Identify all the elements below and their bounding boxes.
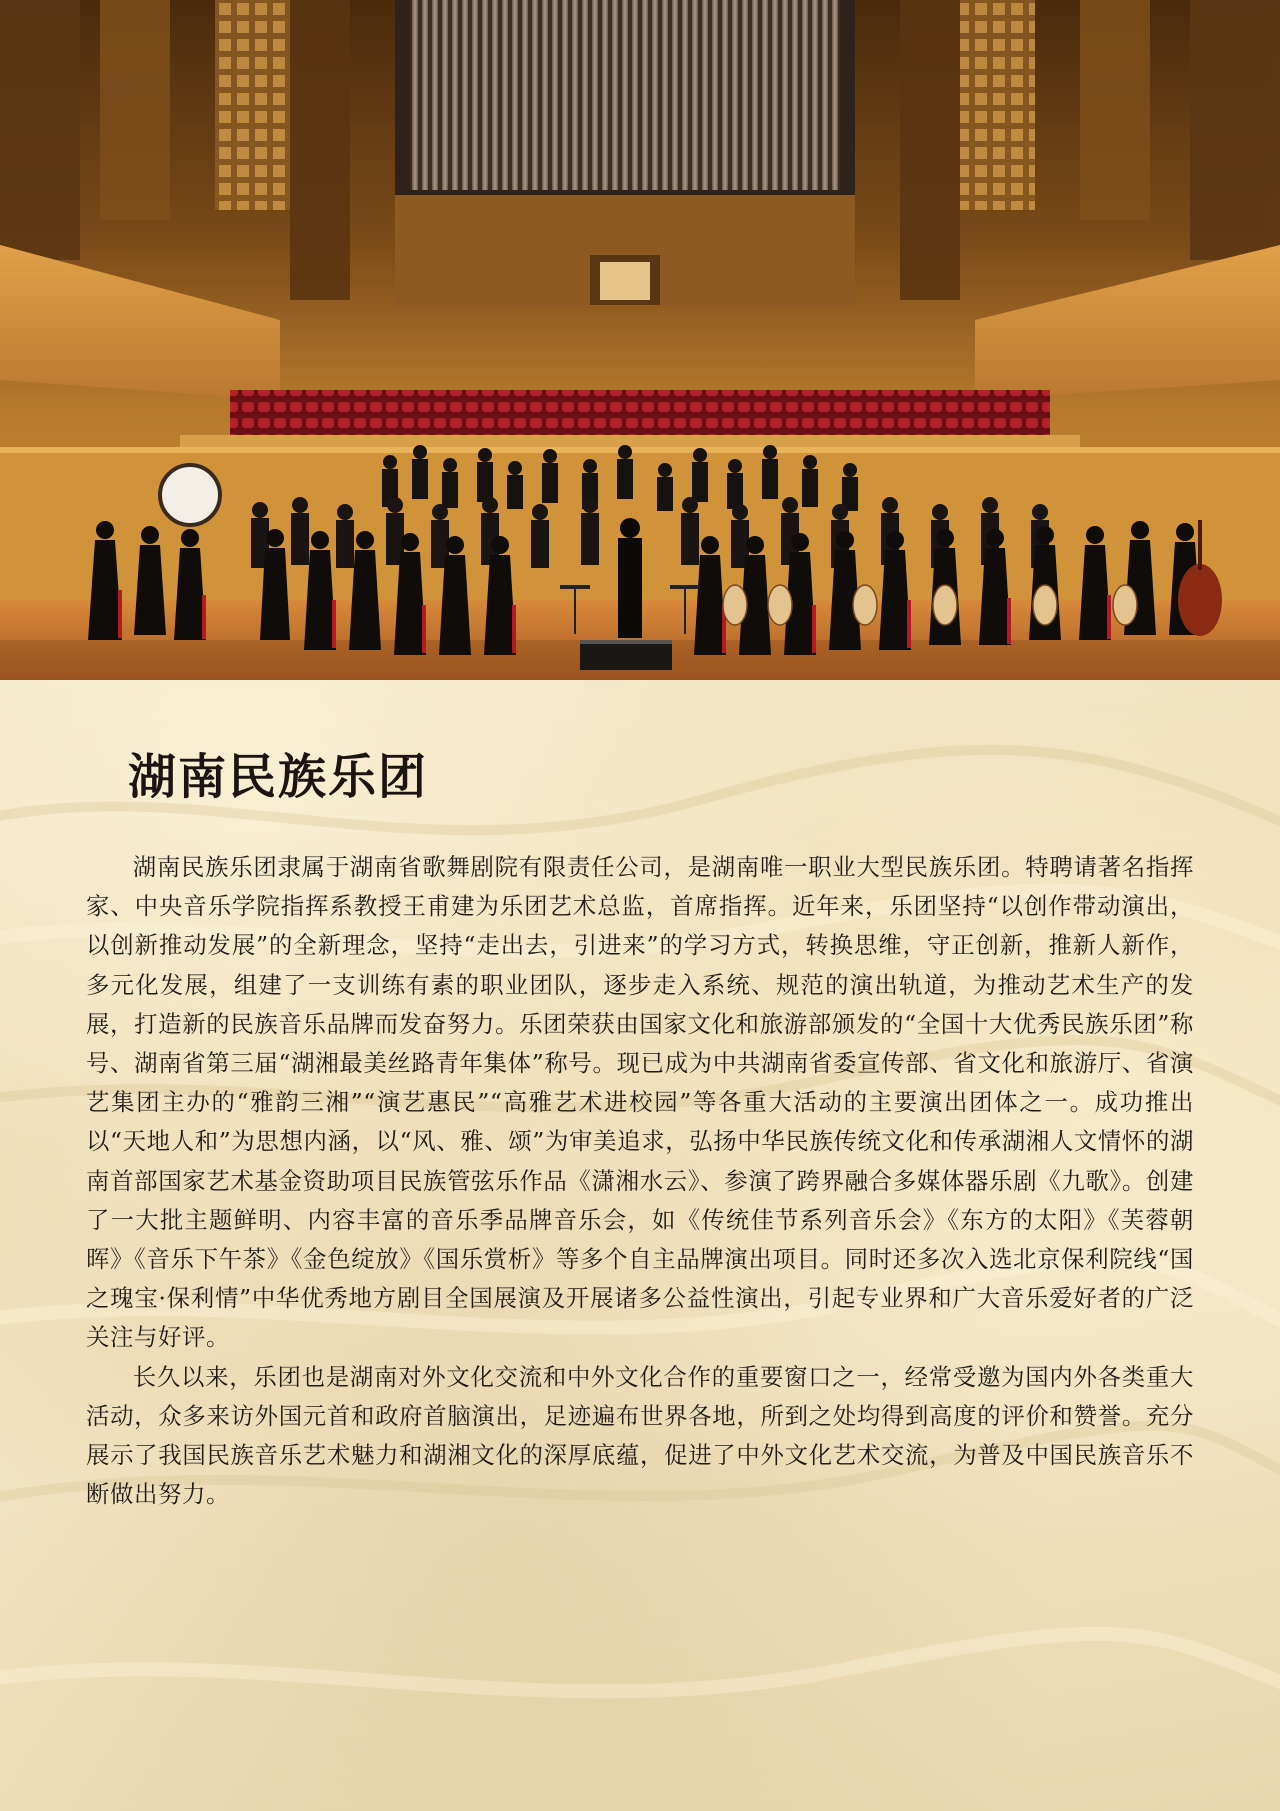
article-paragraph: 湖南民族乐团隶属于湖南省歌舞剧院有限责任公司，是湖南唯一职业大型民族乐团。特聘请著名指挥家、中央音乐学院指挥系教授王甫建为乐团艺术总监，首席指挥。近年来，乐团坚持“以创作带动演出，以创新推动发展”的全新理念，坚持“走出去，引进来”的学习方式，转换思维，守正创新，推新人新作，多元化发展，组建了一支训练有素的职业团队，逐步走入系统、规范的演出轨道，为推动艺术生产的发展，打造新的民族音乐品牌而发奋努力。乐团荣获由国家文化和旅游部颁发的“全国十大优秀民族乐团”称号、湖南省第三届“湖湘最美丝路青年集体”称号。现已成为中共湖南省委宣传部、省文化和旅游厅、省演艺集团主办的“雅韵三湘”“演艺惠民”“高雅艺术进校园”等各重大活动的主要演出团体之一。成功推出以“天地人和”为思想内涵，以“风、雅、颂”为审美追求，弘扬中华民族传统文化和传承湖湘人文情怀的湖南首部国家艺术基金资助项目民族管弦乐作品《潇湘水云》、参演了跨界融合多媒体器乐剧《九歌》。创建了一大批主题鲜明、内容丰富的音乐季品牌音乐会，如《传统佳节系列音乐会》《东方的太阳》《芙蓉朝晖》《音乐下午茶》《金色绽放》《国乐赏析》等多个自主品牌演出项目。同时还多次入选北京保利院线“国之瑰宝·保利情”中华优秀地方剧目全国展演及开展诸多公益性演出，引起专业界和广大音乐爱好者的广泛关注与好评。 (86, 853, 1194, 1352)
page-title: 湖南民族乐团 (128, 749, 429, 805)
article-paragraph: 长久以来，乐团也是湖南对外文化交流和中外文化合作的重要窗口之一，经常受邀为国内外各类重大活动，众多来访外国元首和政府首脑演出，足迹遍布世界各地，所到之处均得到高度的评价和赞誉。充分展示了我国民族音乐艺术魅力和湖湘文化的深厚底蕴，促进了中外文化艺术交流，为普及中国民族音乐不断做出努力。 (86, 1362, 1194, 1509)
article-body (86, 848, 1194, 1514)
concert-hall-illustration (0, 0, 1280, 680)
orchestra-photo (0, 0, 1280, 680)
article-panel (0, 680, 1280, 1811)
